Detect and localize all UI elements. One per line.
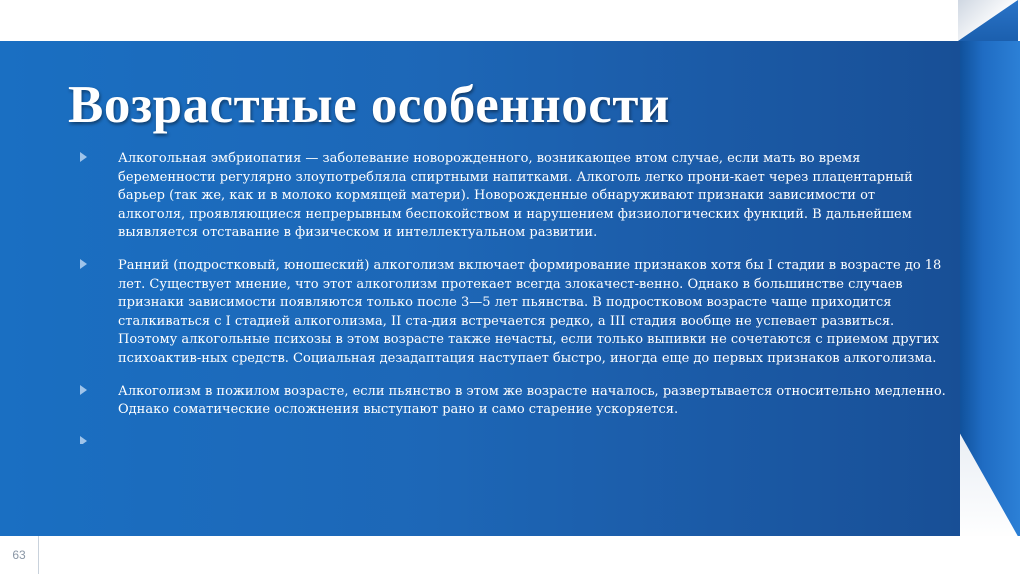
slide-title: Возрастные особенности — [68, 76, 670, 134]
bullet-text: Алкоголизм в пожилом возрасте, если пьянство в этом же возрасте началось, развертывается относительно медленно. Однако соматические осложнения выступают рано и само старение ускоряется. — [118, 383, 946, 418]
bullet-triangle-icon — [80, 259, 87, 269]
bullet-triangle-icon — [80, 385, 87, 395]
list-item — [80, 383, 946, 420]
bottom-strip — [0, 536, 1024, 574]
bullet-triangle-icon — [80, 436, 87, 444]
page-number: 63 — [12, 548, 26, 562]
list-item — [80, 257, 946, 369]
list-item-truncated — [80, 434, 946, 444]
bullet-triangle-icon — [80, 152, 87, 162]
bullet-list — [80, 150, 946, 458]
list-item — [80, 150, 946, 243]
bullet-text: Ранний (подростковый, юношеский) алкоголизм включает формирование признаков хотя бы I стадии в возрасте до 18 лет. Существует мнение, что этот алкоголизм протекает всегда злокачест-венно. Однако в большинстве случаев признаки зависимости появляются только после 3—5 лет пьянства. В подростковом возрасте чаще приходится сталкиваться с I стадией алкоголизма, II ста-дия встречается редко, а III стадия вообще не успевает развиться. Поэтому алкогольные психозы в этом возрасте также нечасты, если только выпивки не сочетаются с приемом других психоактив-ных средств. Социальная дезадаптация наступает быстро, иногда еще до первых признаков алкоголизма. — [118, 257, 942, 366]
bullet-text: Алкогольная эмбриопатия — заболевание новорожденного, возникающее втом случае, если мать во время беременности регулярно злоупотребляла спиртными напитками. Алкоголь легко прони-кает через плацентарный барьер (так же, как и в молоко кормящей матери). Новорожденные обнаруживают признаки зависимости от алкоголя, проявляющиеся непрерывным беспокойством и нарушением физиологических функций. В дальнейшем выявляется отставание в физическом и интеллектуальном развитии. — [118, 151, 913, 241]
